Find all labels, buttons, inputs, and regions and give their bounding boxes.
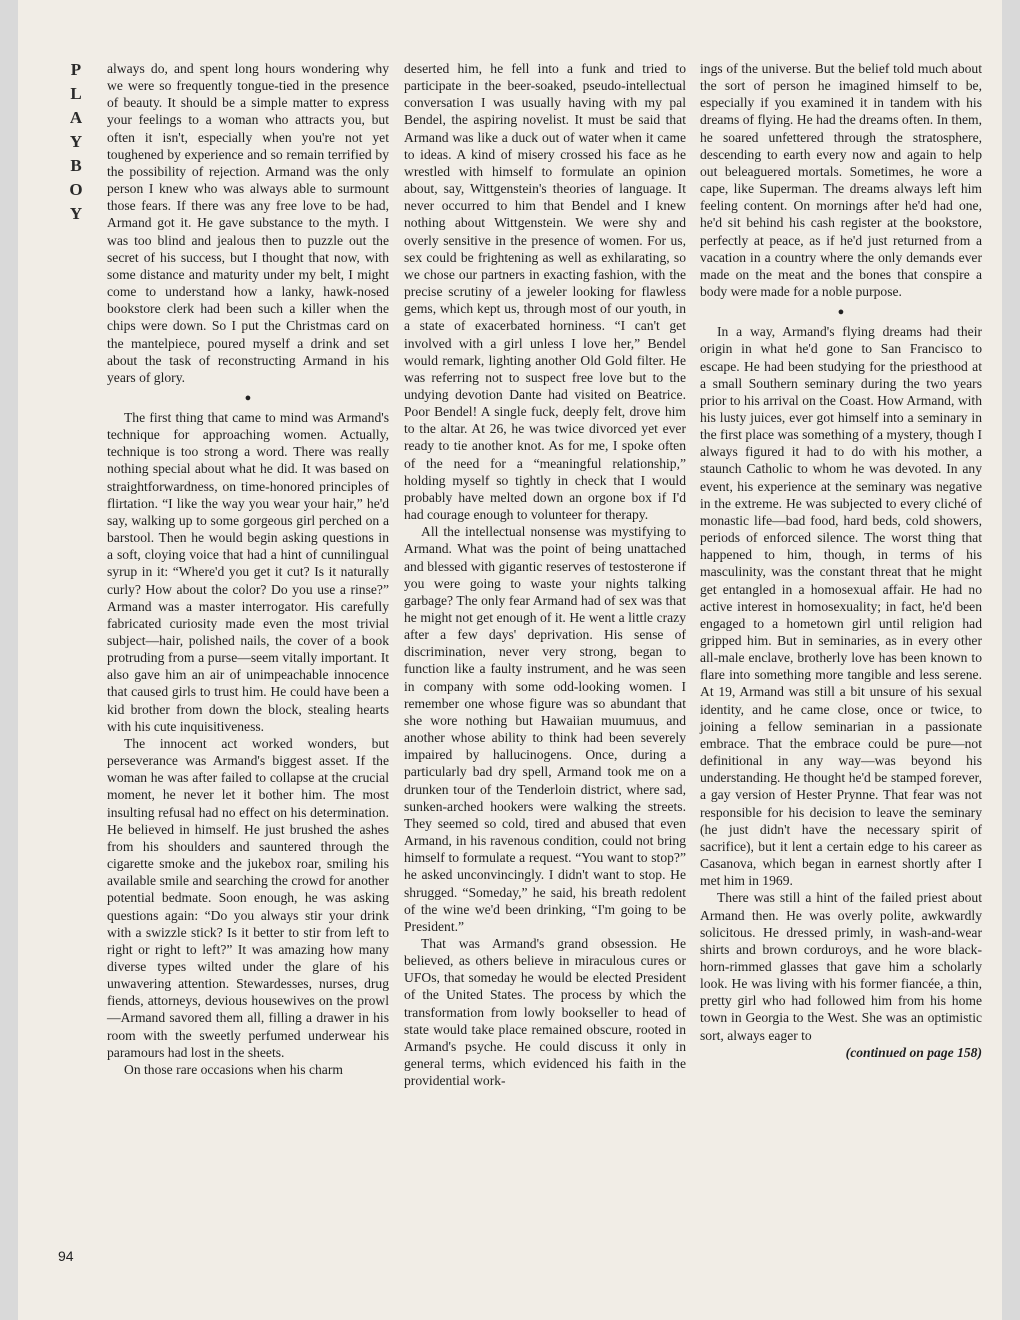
paragraph: The innocent act worked wonders, but perseverance was Armand's biggest asset. If the woman he was after failed to collapse at the crucial moment, he never let it bother him. The most insulting refusal had no effect on his determination. He believed in himself. He just brushed the ashes from his shoulders and sauntered through the cigarette smoke and the jukebox roar, smiling his available smile and searching the crowd for another potential bedmate. Soon enough, he was asking questions again: “Do you always stir your drink with a swizzle stick? Is it better to stir from left to right or right to left?” It was amazing how many diverse types wilted under the glare of his unwavering attention. Stewardesses, nurses, drug fiends, attorneys, devious housewives on the prowl—Armand savored them all, filling a drawer in his room with the sweetly perfumed underwear his paramours had lost in the sheets. bbox=[107, 735, 389, 1060]
paragraph: There was still a hint of the failed priest about Armand then. He was overly polite, awkwardly solicitous. He dressed primly, in wash-and-wear shirts and brown corduroys, and he wore black-horn-rimmed glasses that gave him a scholarly look. He was living with his former fiancée, a thin, pretty girl who had followed him from his home town in Georgia to the West. She was an optimistic sort, always eager to bbox=[700, 890, 982, 1043]
magazine-letter: B bbox=[70, 156, 82, 175]
magazine-letter: A bbox=[69, 108, 83, 127]
text-column-3 bbox=[700, 60, 982, 1061]
paragraph: In a way, Armand's flying dreams had their origin in what he'd gone to San Francisco to escape. He had been studying for the priesthood at a small Southern seminary during the two years prior to his arrival on the Coast. How Armand, with his lusty juices, ever got himself into a seminary in the first place was something of a mystery, though I always figured it had to do with his mother, a staunch Catholic to whom he was devoted. In any event, his experience at the seminary was negative in the extreme. He was subjected to every cliché of monastic life—bad food, hard beds, cold showers, periods of enforced silence. The worst thing that happened to him, though, in terms of his masculinity, was the constant threat that he might get entangled in a homosexual affair. He had no active interest in homosexuality; in fact, he'd been engaged to a hometown girl until religion had gripped him. But in seminaries, as in every other all-male enclave, brotherly love has been known to flare into something more tangible and less serene. At 19, Armand was still a bit unsure of his sexual identity, and he came close, once or twice, to joining a fellow seminarian in a passionate embrace. That the embrace could be pure—not definitional in any way—was beyond his understanding. He thought he'd be stamped forever, a gay version of Hester Prynne. That fear was not responsible for his decision to leave the seminary (he just didn't have the necessary spirit of sacrifice), but it lent a certain edge to his career as Casanova, which began in earnest shortly after I met him in 1969. bbox=[700, 324, 982, 889]
section-break-bullet: ● bbox=[244, 391, 252, 404]
section-break-bullet: ● bbox=[837, 306, 845, 319]
text-column-1 bbox=[107, 60, 389, 1078]
magazine-letter: Y bbox=[69, 132, 83, 151]
magazine-letter: L bbox=[70, 84, 82, 103]
magazine-page bbox=[18, 0, 1002, 1320]
paragraph: ings of the universe. But the belief told much about the sort of person he imagined himself to be, especially if you examined it in tandem with his dreams of flying. He had the dreams often. In them, he soared unfettered through the stratosphere, descending to earth every now and again to help out beleaguered mortals. Sometimes, he wore a cape, like Superman. The dreams always left him feeling content. On mornings after he'd had one, he'd sit behind his cash register at the bookstore, perfectly at peace, as if he'd just returned from a vacation in a country where the only demands ever made on the meat and the bones that conspire a body were made for a noble purpose. bbox=[700, 61, 982, 300]
paragraph: always do, and spent long hours wondering why we were so frequently tongue-tied in the presence of beauty. It should be a simple matter to express your feelings to a woman who attracts you, but often it isn't, especially when you're not yet toughened by experience and so remain terrified by the possibility of rejection. Armand was the only person I knew who was always able to surmount those fears. If there was any free love to be had, Armand got it. He gave substance to the myth. I was too blind and jealous then to puzzle out the secret of his success, but I thought that now, with some distance and maturity under my belt, I might come to understand how a lanky, hawk-nosed bookstore clerk had been such a killer when the chips were down. So I put the Christmas card on the mantelpiece, poured myself a drink and set about the task of reconstructing Armand in his years of glory. bbox=[107, 61, 389, 385]
continued-note: (continued on page 158) bbox=[845, 1044, 982, 1060]
magazine-letter: Y bbox=[69, 204, 83, 223]
magazine-letter: O bbox=[69, 180, 83, 199]
paragraph: On those rare occasions when his charm bbox=[124, 1061, 343, 1077]
paragraph: deserted him, he fell into a funk and tried to participate in the beer-soaked, pseudo-intellectual conversation I was usually having with my pal Bendel, the aspiring novelist. It must be said that Armand was like a duck out of water when it came to ideas. A kind of misery crossed his face as he wrestled with himself to formulate an opinion about, say, Wittgenstein's theories of language. It never occurred to him that Bendel and I knew nothing about Wittgenstein. We were shy and overly sensitive in the presence of women. For us, sex could be frightening as well as exhilarating, so we chose our partners in exacting fashion, with the precise scrutiny of a jeweler looking for flawless gems, which kept us, through most of our youth, in a state of exacerbated horniness. “I can't get involved with a girl unless I love her,” Bendel would remark, lighting another Old Gold filter. He was referring not to suspect free love but to the undying devotion Dante had visited on Beatrice. Poor Bendel! A single fuck, deeply felt, drove him to the altar. At 26, he was twice divorced yet ever ready to tie another knot. As for me, I spoke often of the need for a “meaningful relationship,” holding myself so tightly in check that I would probably have melted down an orgone box if I'd had courage enough to volunteer for therapy. bbox=[404, 61, 686, 523]
page-number: 94 bbox=[58, 1248, 74, 1264]
text-column-2 bbox=[404, 60, 686, 1089]
paragraph: The first thing that came to mind was Armand's technique for approaching women. Actually, technique is too strong a word. There was really nothing special about what he did. It was based on straightforwardness, on time-honored principles of flirtation. “I like the way you wear your hair,” he'd say, walking up to some gorgeous girl perched on a barstool. Then he would begin asking questions in a soft, cloying voice that had a hint of cunnilingual syrup in it: “Where'd you get it cut? Is it naturally curly? How about the color? Do you use a rinse?” Armand was a master interrogator. His carefully fabricated curiosity made even the most trivial subject—hair, polished nails, the cover of a book protruding from a purse—seem vitally important. It also gave him an air of unimpeachable innocence that caused girls to trust him. He could have been a kid brother from down the block, stealing hearts with his cute inquisitiveness. bbox=[107, 409, 389, 734]
magazine-letter: P bbox=[70, 60, 82, 79]
paragraph: That was Armand's grand obsession. He believed, as others believe in miraculous cures or UFOs, that someday he would be elected President of the United States. The process by which the transformation from lowly bookseller to head of state would take place remained obscure, rooted in Armand's psyche. He could discuss it only in general terms, which evidenced his faith in the providential work- bbox=[404, 935, 686, 1089]
magazine-name-vertical bbox=[66, 58, 86, 226]
paragraph: All the intellectual nonsense was mystifying to Armand. What was the point of being unattached and blessed with gigantic reserves of testosterone if you were going to waste your nights talking garbage? The only fear Armand had of sex was that he might not get enough of it. He went a little crazy after a few days' deprivation. His sense of discrimination, never very strong, began to function like a faulty instrument, and he was seen in company with some odd-looking women. I remember one whose figure was so abundant that she wore nothing but Hawaiian muumuus, and another whose ability to think had been severely impaired by hallucinogens. Once, during a particularly bad dry spell, Armand took me on a drunken tour of the Tenderloin district, where sad, sunken-arched hookers were walking the streets. They seemed so cold, tired and abused that even Armand, in his ravenous condition, could not bring himself to formulate a request. “You want to stop?” he asked unconvincingly. I didn't want to stop. He shrugged. “Someday,” he said, his breath redolent of the wine we'd been drinking, “I'm going to be President.” bbox=[404, 524, 686, 934]
